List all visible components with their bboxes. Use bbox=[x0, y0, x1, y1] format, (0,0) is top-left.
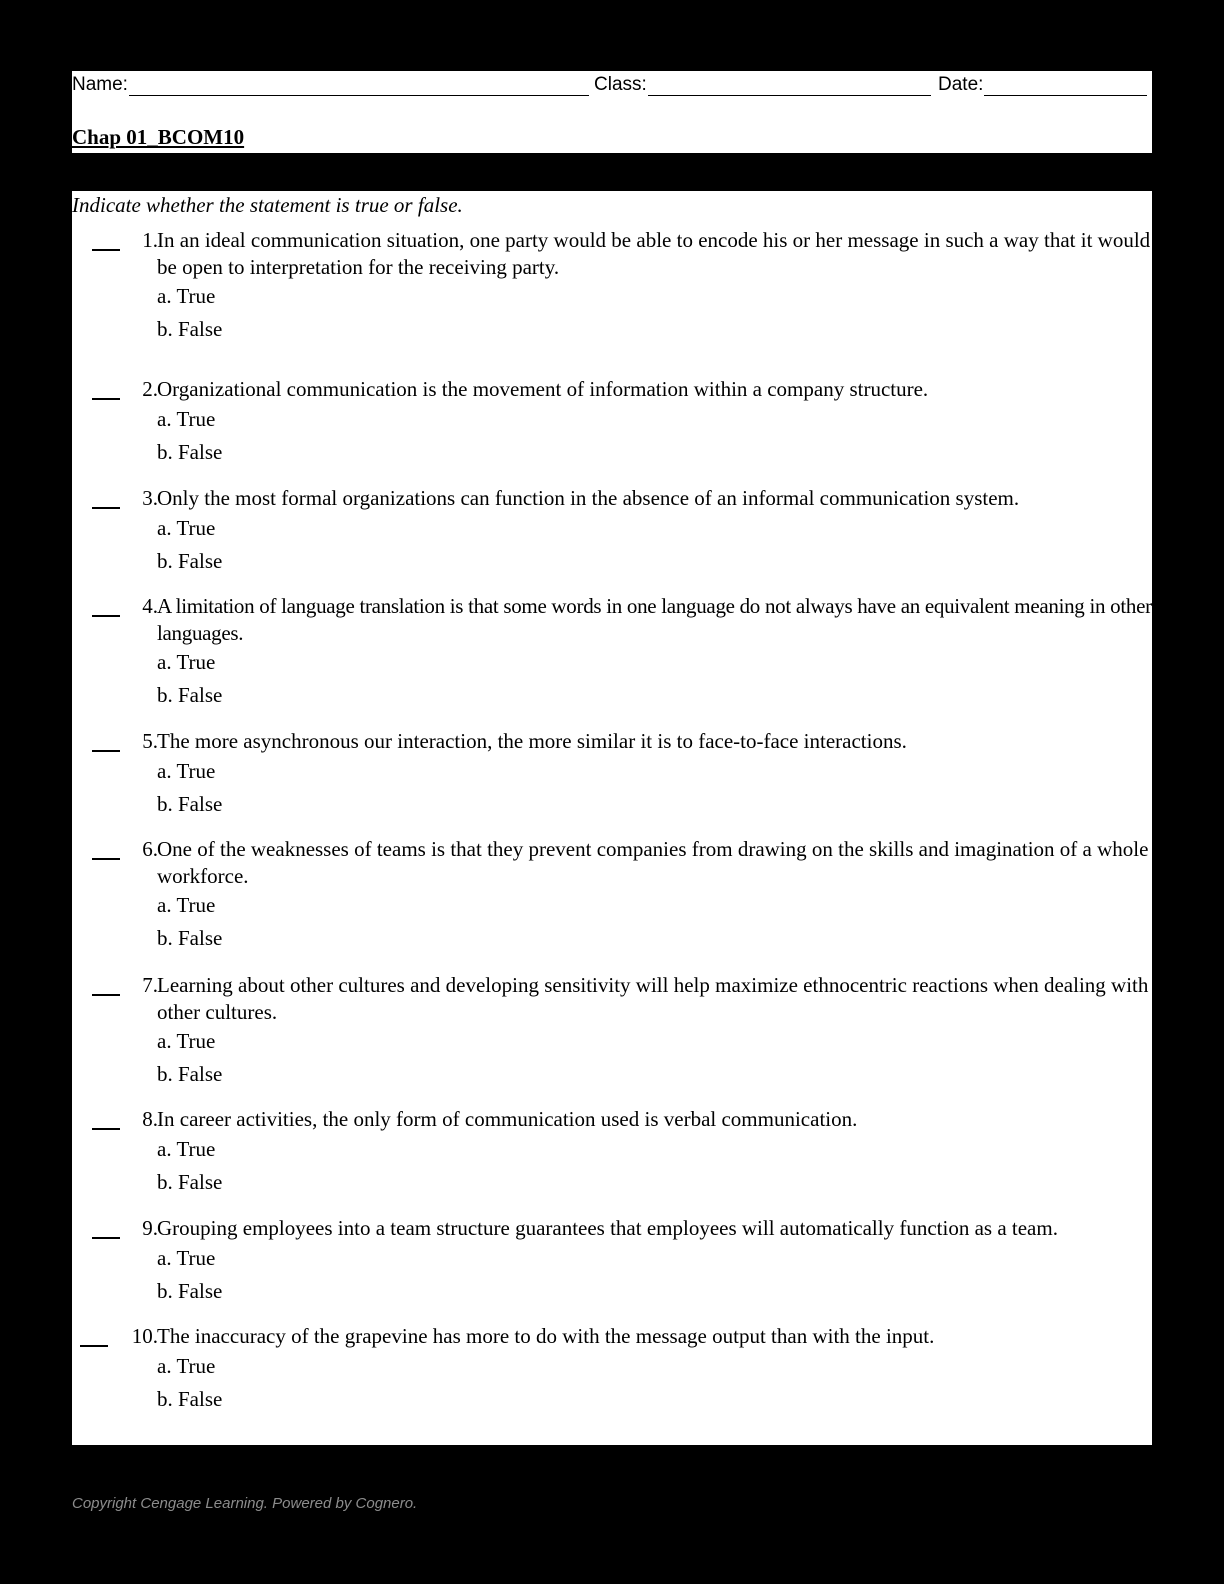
option-false: b. False bbox=[157, 317, 223, 341]
option-false: b. False bbox=[157, 1170, 223, 1194]
question-number: 3. bbox=[142, 486, 158, 510]
answer-blank[interactable] bbox=[92, 593, 120, 617]
page-title: Chap 01_BCOM10 bbox=[72, 125, 245, 149]
answer-blank[interactable] bbox=[92, 485, 120, 509]
student-info-row bbox=[72, 73, 1152, 99]
name-field bbox=[72, 73, 589, 96]
date-label: Date: bbox=[938, 74, 984, 95]
option-true: a. True bbox=[157, 759, 216, 783]
question-text: Learning about other cultures and developing sensitivity will help maximize ethnocentric reactions when dealing with other cultures. bbox=[157, 973, 1149, 1024]
question-number: 2. bbox=[142, 377, 158, 401]
question-text: A limitation of language translation is that some words in one language do not always have an equivalent meaning in other languages. bbox=[157, 594, 1152, 645]
question-text: The inaccuracy of the grapevine has more to do with the message output than with the input. bbox=[157, 1324, 935, 1348]
answer-blank[interactable] bbox=[92, 1215, 120, 1239]
date-field bbox=[938, 73, 1147, 96]
question-text: One of the weaknesses of teams is that they prevent companies from drawing on the skills and imagination of a whole workforce. bbox=[157, 837, 1149, 888]
option-true: a. True bbox=[157, 893, 216, 917]
question-text: Organizational communication is the movement of information within a company structure. bbox=[157, 377, 929, 401]
class-label: Class: bbox=[594, 74, 647, 95]
option-true: a. True bbox=[157, 1137, 216, 1161]
header-box bbox=[72, 71, 1152, 153]
question-text: In career activities, the only form of communication used is verbal communication. bbox=[157, 1107, 858, 1131]
question-number: 6. bbox=[142, 837, 158, 861]
question-text: In an ideal communication situation, one party would be able to encode his or her message in such a way that it would be open to interpretation for the receiving party. bbox=[157, 228, 1151, 279]
option-true: a. True bbox=[157, 650, 216, 674]
question-text: The more asynchronous our interaction, the more similar it is to face-to-face interactions. bbox=[157, 729, 907, 753]
option-true: a. True bbox=[157, 284, 216, 308]
date-input-line[interactable] bbox=[984, 73, 1147, 96]
option-false: b. False bbox=[157, 440, 223, 464]
class-field bbox=[594, 73, 931, 96]
answer-blank[interactable] bbox=[92, 836, 120, 860]
answer-blank[interactable] bbox=[92, 728, 120, 752]
name-input-line[interactable] bbox=[129, 73, 589, 96]
question-text: Grouping employees into a team structure guarantees that employees will automatically function as a team. bbox=[157, 1216, 1058, 1240]
option-true: a. True bbox=[157, 1354, 216, 1378]
option-false: b. False bbox=[157, 792, 223, 816]
option-true: a. True bbox=[157, 1246, 216, 1270]
option-false: b. False bbox=[157, 1387, 223, 1411]
option-true: a. True bbox=[157, 407, 216, 431]
answer-blank[interactable] bbox=[80, 1323, 108, 1347]
question-number: 9. bbox=[142, 1216, 158, 1240]
option-true: a. True bbox=[157, 1029, 216, 1053]
option-false: b. False bbox=[157, 683, 223, 707]
answer-blank[interactable] bbox=[92, 227, 120, 251]
question-number: 1. bbox=[142, 228, 158, 252]
copyright-footer: Copyright Cengage Learning. Powered by Cognero. bbox=[72, 1495, 418, 1512]
question-number: 7. bbox=[142, 973, 158, 997]
option-true: a. True bbox=[157, 516, 216, 540]
question-number: 4. bbox=[142, 594, 158, 618]
option-false: b. False bbox=[157, 926, 223, 950]
name-label: Name: bbox=[72, 74, 128, 95]
question-number: 10. bbox=[131, 1324, 158, 1348]
option-false: b. False bbox=[157, 549, 223, 573]
question-number: 5. bbox=[142, 729, 158, 753]
class-input-line[interactable] bbox=[648, 73, 931, 96]
question-number: 8. bbox=[142, 1107, 158, 1131]
answer-blank[interactable] bbox=[92, 972, 120, 996]
option-false: b. False bbox=[157, 1279, 223, 1303]
answer-blank[interactable] bbox=[92, 376, 120, 400]
answer-blank[interactable] bbox=[92, 1106, 120, 1130]
question-text: Only the most formal organizations can function in the absence of an informal communication system. bbox=[157, 486, 1020, 510]
option-false: b. False bbox=[157, 1062, 223, 1086]
instructions: Indicate whether the statement is true or false. bbox=[72, 193, 463, 217]
question-section bbox=[72, 191, 1152, 1445]
